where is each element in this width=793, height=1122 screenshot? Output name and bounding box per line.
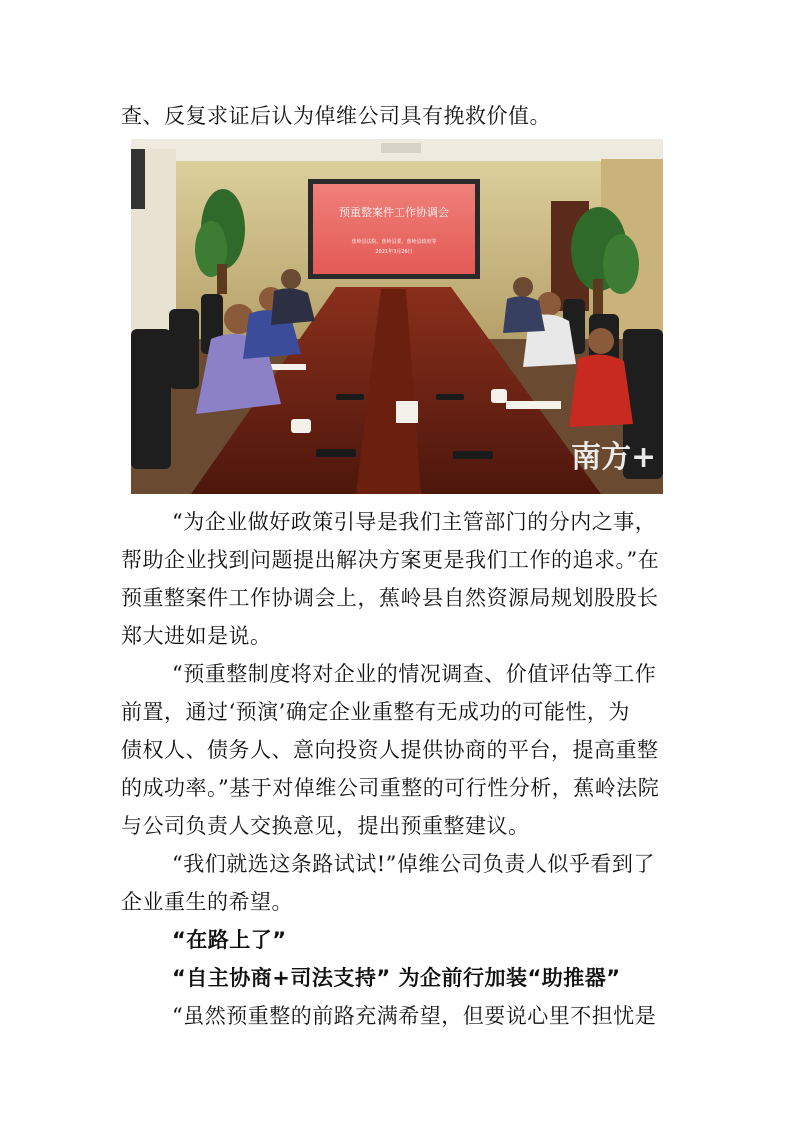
screen-date: 2021年3月26日 xyxy=(375,249,413,255)
paragraph-line: 与公司负责人交换意见，提出预重整建议。 xyxy=(121,814,530,838)
paragraph-line: 帮助企业找到问题提出解决方案更是我们工作的追求。”在 xyxy=(121,548,660,572)
paragraph-line: 的成功率。”基于对倬维公司重整的可行性分析，蕉岭法院 xyxy=(121,776,660,800)
section-subheading: “自主协商+司法支持” 为企前行加装“助推器” xyxy=(172,966,621,990)
paragraph-line: “预重整制度将对企业的情况调查、价值评估等工作 xyxy=(172,662,657,686)
paragraph-line: 前置，通过‘预演’确定企业重整有无成功的可能性，为 xyxy=(121,700,630,724)
watermark-logo: 南方+ xyxy=(571,440,657,475)
paragraph-line: 查、反复求证后认为倬维公司具有挽救价值。 xyxy=(121,104,551,128)
meeting-photo xyxy=(131,139,663,494)
paragraph-line: 预重整案件工作协调会上，蕉岭县自然资源局规划股股长 xyxy=(121,586,659,610)
screen-subtitle: 蕉岭县法院、蕉岭县委、蕉岭县政府等 xyxy=(351,239,437,245)
paragraph-line: 郑大进如是说。 xyxy=(121,624,272,648)
paragraph-line: “虽然预重整的前路充满希望，但要说心里不担忧是 xyxy=(172,1004,657,1028)
paragraph-line: 债权人、债务人、意向投资人提供协商的平台，提高重整 xyxy=(121,738,659,762)
paragraph-line: 企业重生的希望。 xyxy=(121,890,293,914)
paragraph-line: “为企业做好政策引导是我们主管部门的分内之事， xyxy=(172,510,657,534)
section-heading: “在路上了” xyxy=(172,928,287,952)
paragraph-line: “我们就选这条路试试!”倬维公司负责人似乎看到了 xyxy=(172,852,655,876)
screen-title: 预重整案件工作协调会 xyxy=(339,206,449,219)
